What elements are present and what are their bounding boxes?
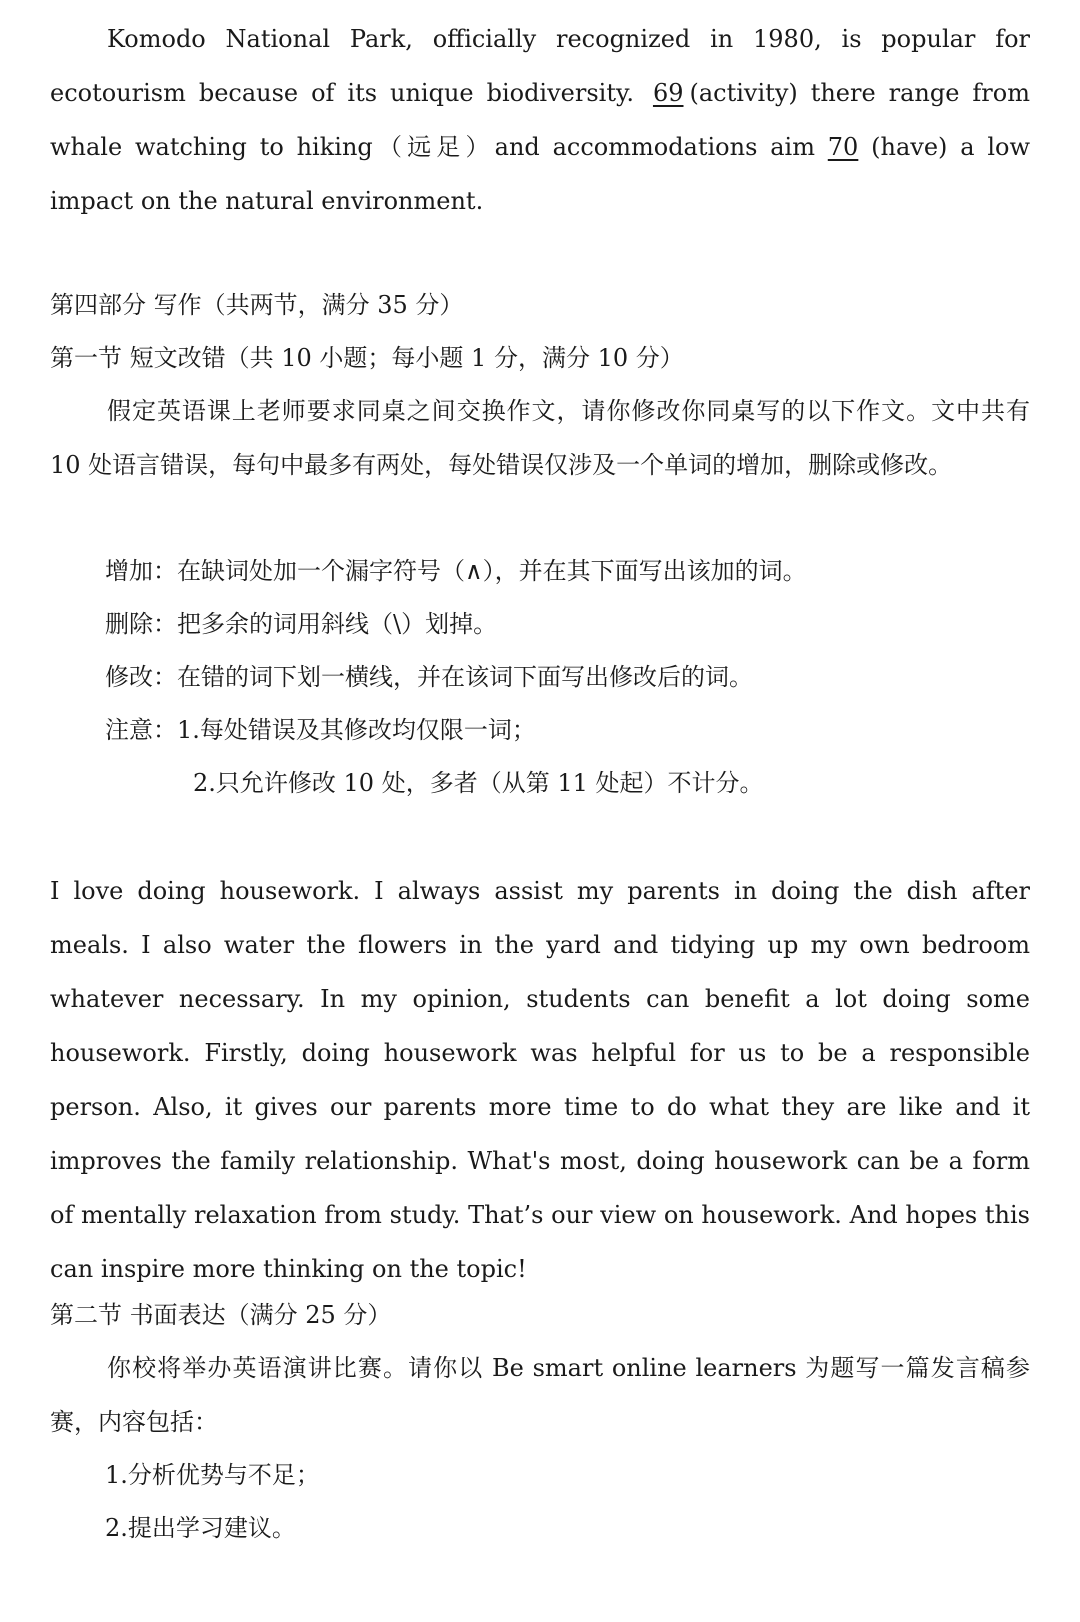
content-item-2: 2.提出学习建议。 bbox=[105, 1514, 296, 1542]
note-1: 注意：1.每处错误及其修改均仅限一词； bbox=[105, 716, 536, 744]
reading-sentence-1: Komodo National Park, officially recognized in 1980, is popular for ecotourism because of its unique biodiversity. bbox=[50, 25, 1030, 107]
reading-part-3: (have) a low impact on the natural environment. bbox=[50, 133, 1030, 215]
reading-passage bbox=[50, 12, 1030, 228]
section2-prompt: 你校将举办英语演讲比赛。请你以 Be smart online learners 为题写一篇发言稿参赛，内容包括： bbox=[50, 1354, 1030, 1436]
blank-69: 69 bbox=[652, 79, 684, 107]
blank-70: 70 bbox=[827, 133, 859, 161]
content-item-1: 1.分析优势与不足； bbox=[105, 1461, 320, 1489]
part4-title: 第四部分 写作（共两节，满分 35 分） bbox=[50, 291, 464, 319]
reading-part-2: (activity) there range from whale watching to hiking（远足）and accommodations aim bbox=[50, 79, 1030, 161]
section1-instruction: 假定英语课上老师要求同桌之间交换作文，请你修改你同桌写的以下作文。文中共有 10 处语言错误，每句中最多有两处，每处错误仅涉及一个单词的增加，删除或修改。 bbox=[50, 397, 1030, 479]
rule-delete: 删除：把多余的词用斜线（\）划掉。 bbox=[105, 610, 498, 638]
section2-title: 第二节 书面表达（满分 25 分） bbox=[50, 1301, 392, 1329]
note-2: 2.只允许修改 10 处，多者（从第 11 处起）不计分。 bbox=[193, 769, 764, 797]
rule-modify: 修改：在错的词下划一横线，并在该词下面写出修改后的词。 bbox=[105, 663, 753, 691]
essay-to-correct: I love doing housework. I always assist my parents in doing the dish after meals. I also water the flowers in the yard and tidying up my own bedroom whatever necessary. In my opinion, students can benefit a lot doing some housework. Firstly, doing housework was helpful for us to be a responsible person. Also, it gives our parents more time to do what they are like and it improves the family relationship. What's most, doing housework can be a form of mentally relaxation from study. That’s our view on housework. And hopes this can inspire more thinking on the topic! bbox=[50, 877, 1030, 1283]
rule-add: 增加：在缺词处加一个漏字符号（∧），并在其下面写出该加的词。 bbox=[105, 557, 807, 585]
section1-title: 第一节 短文改错（共 10 小题；每小题 1 分，满分 10 分） bbox=[50, 344, 684, 372]
